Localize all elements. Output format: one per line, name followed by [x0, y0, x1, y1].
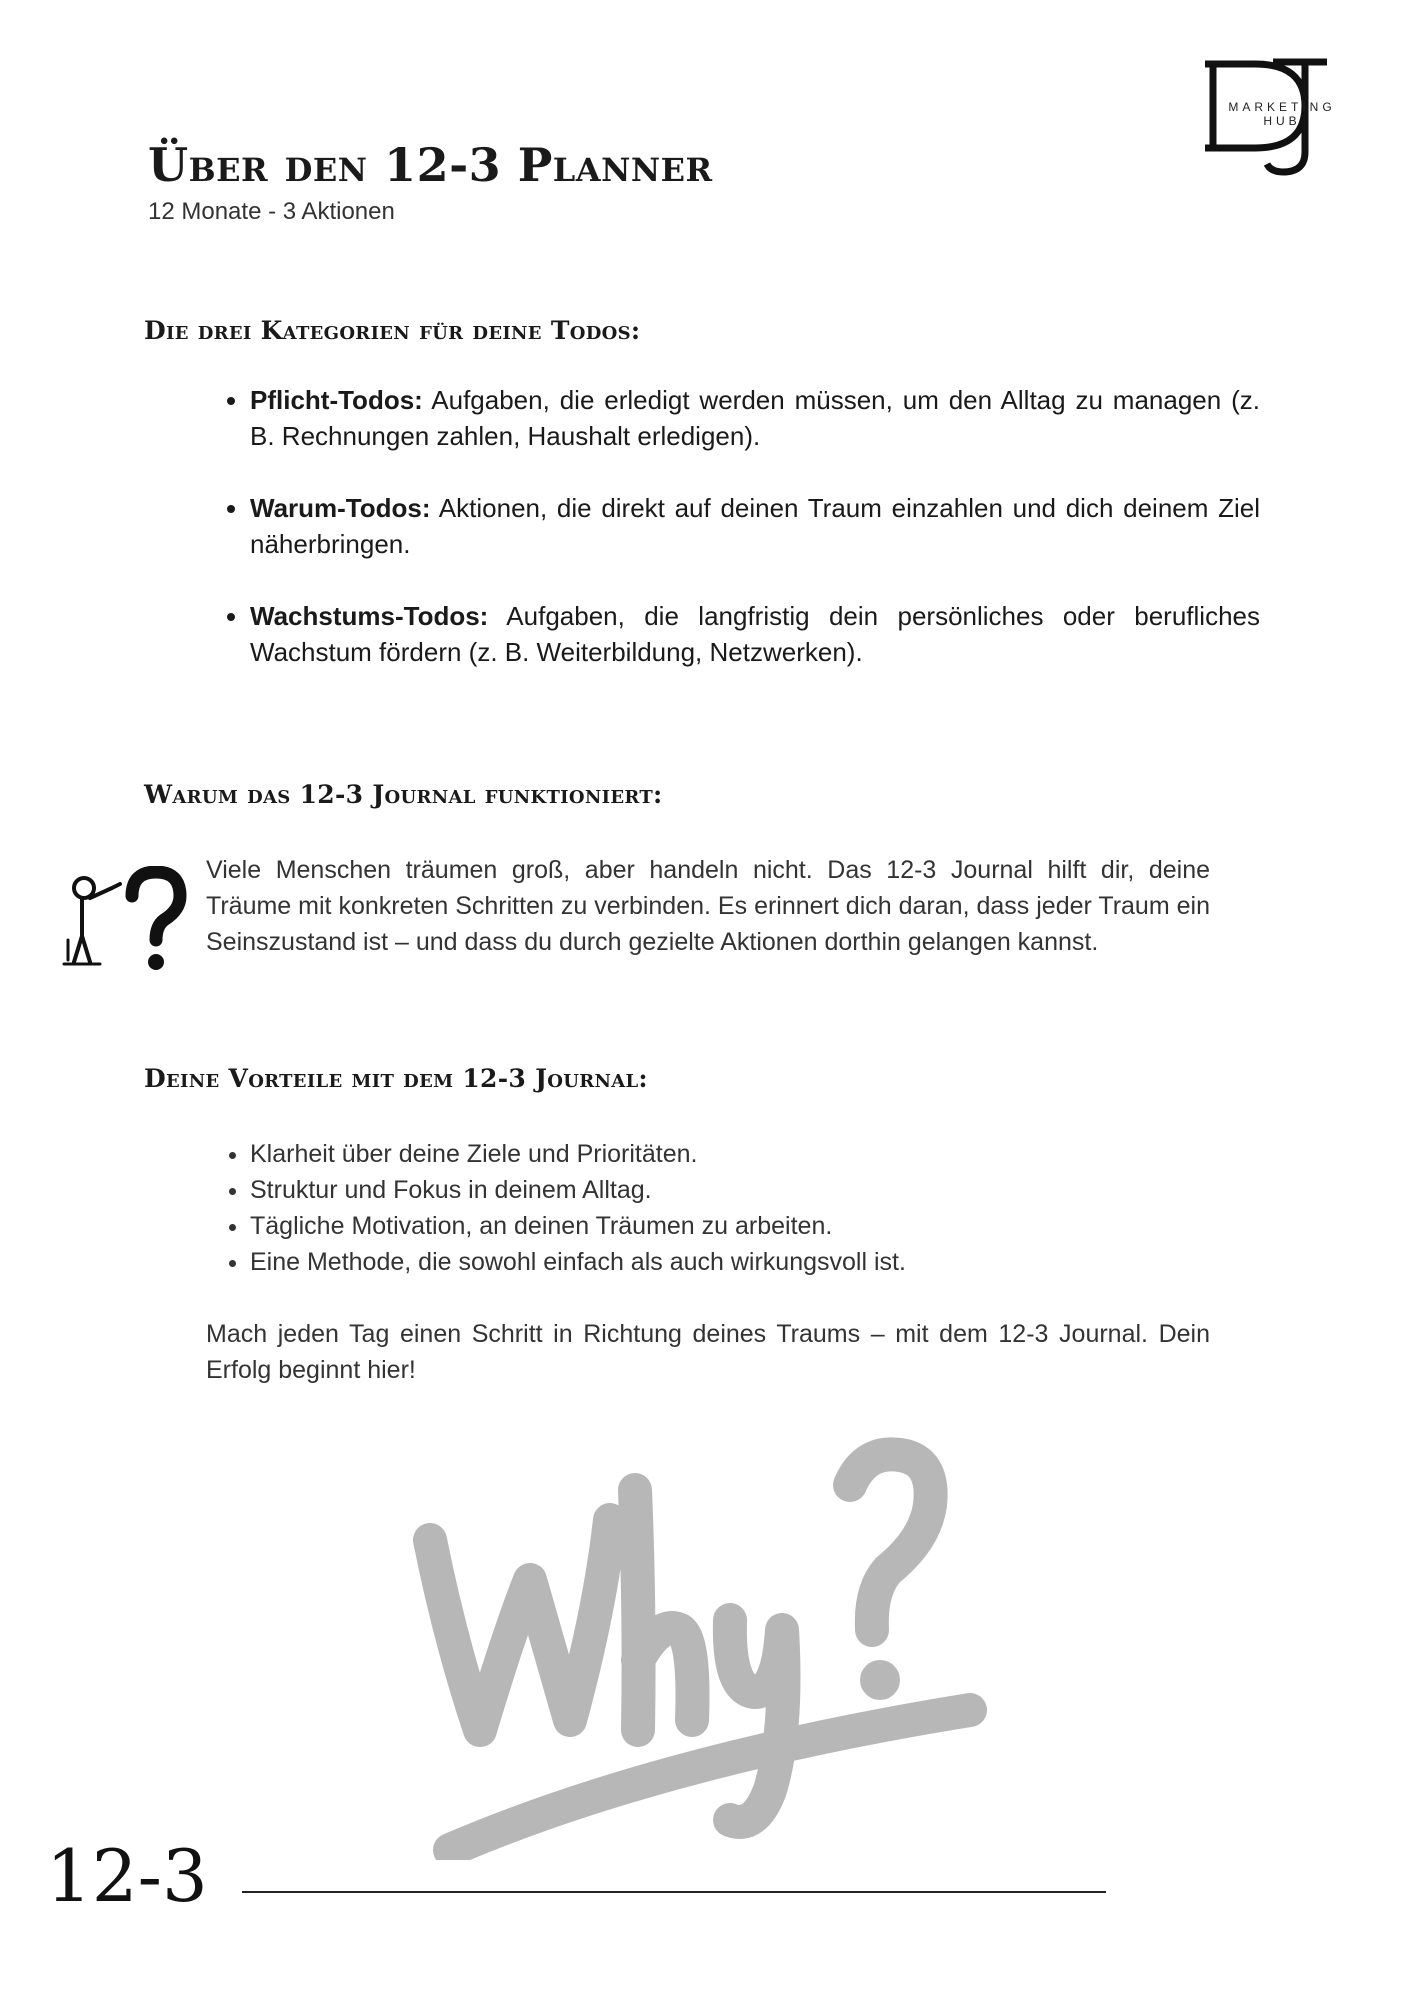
brand-logo: [1195, 52, 1365, 182]
benefits-heading: Deine Vorteile mit dem 12-3 Journal:: [144, 1064, 648, 1093]
item-text: Aufgaben, die langfristig dein persönliches oder berufliches Wachstum fördern (z. B. Weiterbildung, Netzwerken).: [250, 601, 1260, 667]
list-item: [250, 490, 1260, 562]
why-lettering-illustration: [410, 1430, 1010, 1860]
item-term: Wachstums-Todos:: [250, 601, 489, 631]
categories-list: [200, 382, 1260, 706]
why-paragraph: Viele Menschen träumen groß, aber handeln nicht. Das 12-3 Journal hilft dir, deine Träume mit konkreten Schritten zu verbinden. Es erinnert dich daran, dass jeder Traum ein Seinszustand ist – und dass du durch gezielte Aktionen dorthin gelangen kannst.: [206, 856, 1210, 956]
closing-paragraph: Mach jeden Tag einen Schritt in Richtung deines Traums – mit dem 12-3 Journal. Dein Erfolg beginnt hier!: [206, 1320, 1210, 1384]
item-text: Aktionen, die direkt auf deinen Traum einzahlen und dich deinem Ziel näherbringen.: [250, 493, 1260, 559]
page-subtitle: 12 Monate - 3 Aktionen: [148, 198, 395, 225]
list-item: [250, 382, 1260, 454]
item-term: Pflicht-Todos:: [250, 385, 423, 415]
categories-heading: Die drei Kategorien für deine Todos:: [144, 316, 641, 345]
thinking-figure-question-icon: [60, 866, 190, 976]
page-title: Über den 12-3 Planner: [148, 138, 713, 192]
logo-tagline: MARKETING HUB: [1228, 100, 1336, 128]
list-item: [250, 598, 1260, 670]
benefits-list: [200, 1136, 1260, 1280]
footer-divider: [242, 1891, 1106, 1893]
why-heading: Warum das 12-3 Journal funktioniert:: [144, 780, 663, 809]
list-item: • Klarheit über deine Ziele und Prioritäten.: [250, 1136, 1260, 1172]
footer-label: 12-3: [46, 1834, 208, 1918]
list-item: • Struktur und Fokus in deinem Alltag.: [250, 1172, 1260, 1208]
list-item: • Tägliche Motivation, an deinen Träumen zu arbeiten.: [250, 1208, 1260, 1244]
item-term: Warum-Todos:: [250, 493, 431, 523]
list-item: • Eine Methode, die sowohl einfach als auch wirkungsvoll ist.: [250, 1244, 1260, 1280]
item-text: Aufgaben, die erledigt werden müssen, um den Alltag zu managen (z. B. Rechnungen zahlen, Haushalt erledigen).: [250, 385, 1260, 451]
